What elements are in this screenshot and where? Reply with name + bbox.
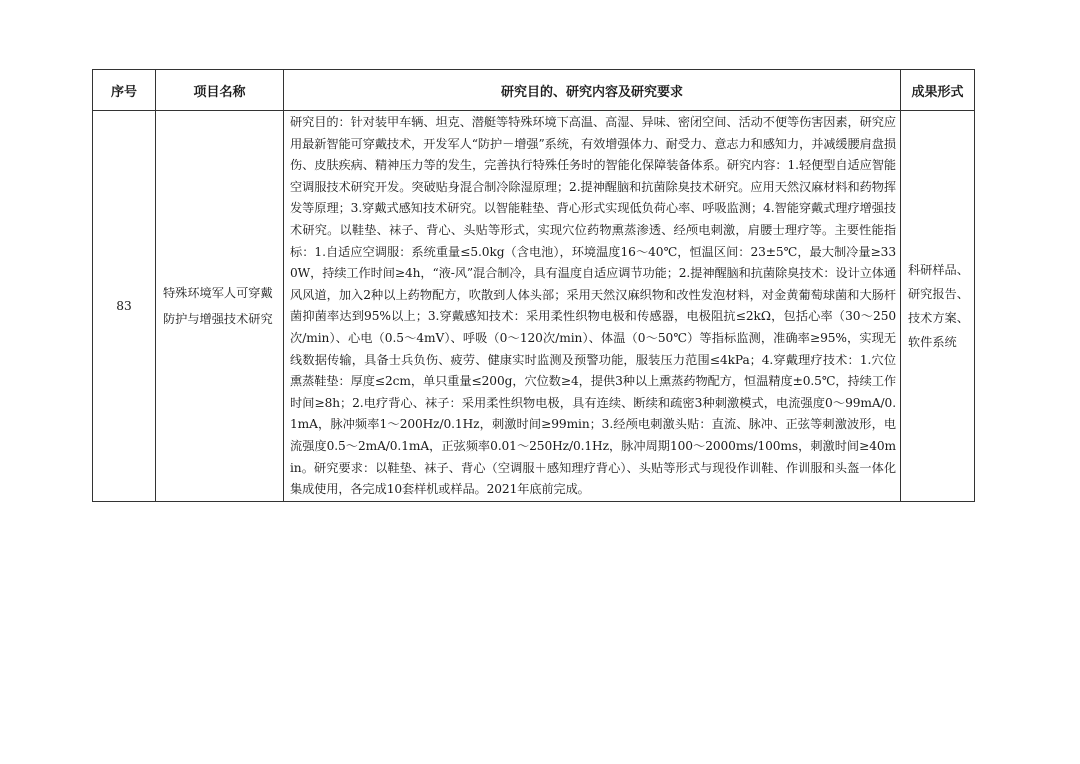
row-number: 83 [93, 111, 156, 502]
result-item: 科研样品、 [908, 262, 969, 277]
result-item: 软件系统 [908, 334, 957, 349]
table-header-row [93, 70, 975, 111]
result-item: 研究报告、 [908, 286, 969, 301]
project-name: 特殊环境军人可穿戴防护与增强技术研究 [156, 111, 284, 502]
result-forms [901, 111, 975, 502]
header-no: 序号 [93, 70, 156, 111]
header-name: 项目名称 [156, 70, 284, 111]
result-item: 技术方案、 [908, 310, 969, 325]
header-result: 成果形式 [901, 70, 975, 111]
table-row [93, 111, 975, 502]
header-content: 研究目的、研究内容及研究要求 [284, 70, 901, 111]
project-content: 研究目的：针对装甲车辆、坦克、潜艇等特殊环境下高温、高湿、异味、密闭空间、活动不便等伤害因素，研究应用最新智能可穿戴技术，开发军人“防护－增强”系统，有效增强体力、耐受力、意志力和感知力，并减缓腰肩盘损伤、皮肤疾病、精神压力等的发生，完善执行特殊任务时的智能化保障装备体系。研究内容：1.轻便型自适应智能空调服技术研究开发。突破贴身混合制冷除湿原理；2.提神醒脑和抗菌除臭技术研究。应用天然汉麻材料和药物挥发等原理；3.穿戴式感知技术研究。以智能鞋垫、背心形式实现低负荷心率、呼吸监测；4.智能穿戴式理疗增强技术研究。以鞋垫、袜子、背心、头贴等形式，实现穴位药物熏蒸渗透、经颅电刺激，肩腰士理疗等。主要性能指标：1.自适应空调服：系统重量≤5.0kg（含电池），环境温度16～40℃，恒温区间：23±5℃，最大制冷量≥330W，持续工作时间≥4h，“液-风”混合制冷，具有温度自适应调节功能；2.提神醒脑和抗菌除臭技术：设计立体通风风道，加入2种以上药物配方，吹散到人体头部；采用天然汉麻织物和改性发泡材料，对金黄葡萄球菌和大肠杆菌抑菌率达到95%以上；3.穿戴感知技术：采用柔性织物电极和传感器，电极阻抗≤2kΩ，包括心率（30～250次/min）、心电（0.5～4mV）、呼吸（0～120次/min）、体温（0～50℃）等指标监测，准确率≥95%，实现无线数据传输，具备士兵负伤、疲劳、健康实时监测及预警功能，服装压力范围≤4kPa；4.穿戴理疗技术：1.穴位熏蒸鞋垫：厚度≤2cm，单只重量≤200g，穴位数≥4，提供3种以上熏蒸药物配方，恒温精度±0.5℃，持续工作时间≥8h；2.电疗背心、袜子：采用柔性织物电极，具有连续、断续和疏密3种刺激模式，电流强度0～99mA/0.1mA，脉冲频率1～200Hz/0.1Hz，刺激时间≥99min；3.经颅电刺激头贴：直流、脉冲、正弦等刺激波形，电流强度0.5～2mA/0.1mA，正弦频率0.01～250Hz/0.1Hz，脉冲周期100～2000ms/100ms，刺激时间≥40min。研究要求：以鞋垫、袜子、背心（空调服＋感知理疗背心）、头贴等形式与现役作训鞋、作训服和头盔一体化集成使用，各完成10套样机或样品。2021年底前完成。 [284, 111, 901, 502]
project-table [92, 69, 975, 502]
